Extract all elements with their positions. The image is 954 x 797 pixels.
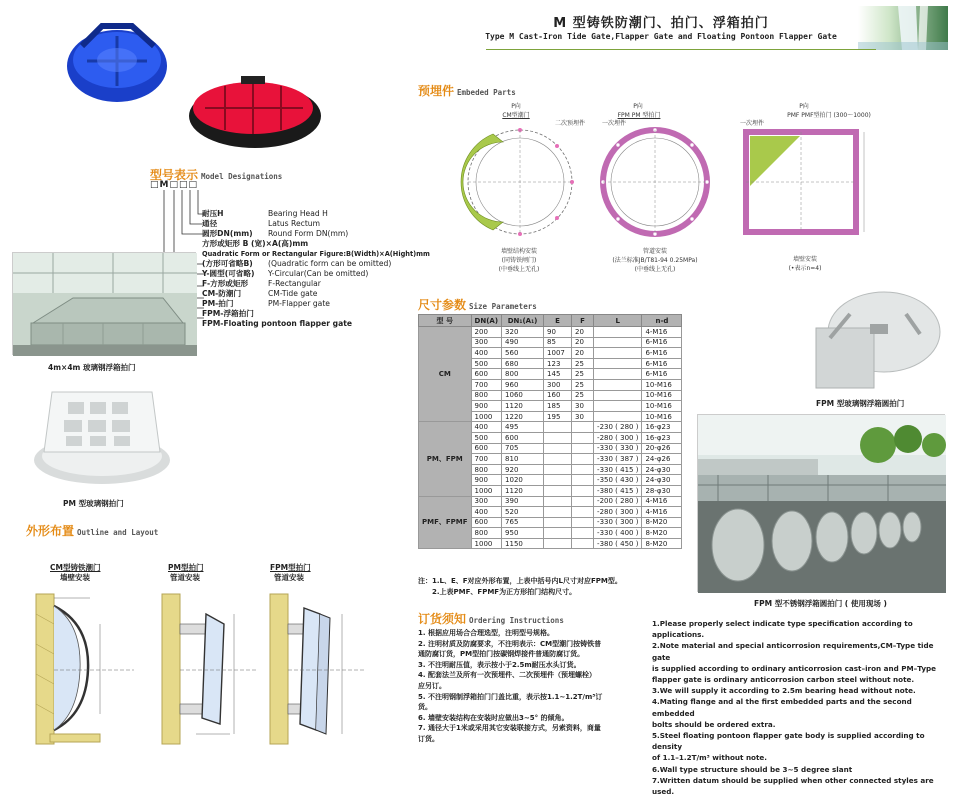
size-table-cell (572, 422, 594, 433)
size-table-cell (594, 390, 642, 401)
pm-gate-caption: PM 型玻璃钢拍门 (63, 499, 124, 508)
header-rule (486, 49, 876, 50)
embedded-d2-top2: FPM PM 型拍门 (617, 112, 661, 119)
ordering-heading (418, 608, 564, 627)
ordering-en-line: 6.Wall type structure should be 3~5 degree slant (652, 764, 853, 774)
size-table-cell (572, 485, 594, 496)
model-code: □M□□□ (150, 180, 198, 190)
ordering-cn-line: 应另订。 (418, 681, 446, 690)
size-table-cell: 920 (502, 464, 544, 475)
size-table-cell: 390 (502, 496, 544, 507)
model-item: 通径 Latus Rectum (202, 219, 321, 228)
ordering-cn-list (418, 628, 650, 745)
size-table-cell: 810 (502, 454, 544, 465)
header-waterfall-image (858, 6, 948, 50)
size-table-cell (544, 507, 572, 518)
size-table-cell: 1150 (502, 538, 544, 549)
size-table-cell: 185 (544, 401, 572, 412)
size-table-cell (544, 538, 572, 549)
size-table-cell: -330 ( 400 ) (594, 528, 642, 539)
size-table-cell: 28-φ30 (642, 485, 682, 496)
sizes-heading-en: Size Parameters (469, 302, 537, 311)
embedded-d3-top: P向 (799, 103, 809, 110)
size-table-row (419, 422, 682, 433)
size-table-cell: 705 (502, 443, 544, 454)
size-table-cell (544, 454, 572, 465)
ordering-cn-line: 5. 不注明钢制浮箱拍门门盖比重，表示按1.1~1.2T/m³订 (418, 692, 603, 701)
size-table-cell: 495 (502, 422, 544, 433)
floating-gate-4m-photo (12, 252, 196, 355)
size-group-label: PM、FPM (419, 422, 472, 496)
size-table-cell: 200 (471, 327, 502, 338)
ordering-cn-line: 4. 配套法兰及所有一次预埋件、二次预埋件（预埋螺栓） (418, 671, 596, 680)
outline-cm-sub: 墙壁安装 (60, 573, 90, 582)
embedded-d2-note: 一次埋件 (601, 120, 626, 127)
size-table-cell: -230 ( 280 ) (594, 422, 642, 433)
size-table-cell: 10-M16 (642, 401, 682, 412)
size-table-cell: 30 (572, 401, 594, 412)
size-table-cell: 10-M16 (642, 411, 682, 422)
embedded-d3-cap1: 墙壁安装 (792, 256, 817, 263)
ordering-cn-line: 货。 (418, 703, 432, 712)
outline-fpm-label: FPM型拍门 (270, 563, 311, 572)
size-table-cell: 1220 (502, 411, 544, 422)
embedded-d2-cap3: (中垂线上无孔) (634, 266, 676, 273)
ordering-cn-line: 2. 注明材质及防腐要求，不注明表示：CM型潮门按铸铁普 (418, 639, 602, 648)
size-table-cell: 400 (471, 507, 502, 518)
size-table-cell: 800 (471, 390, 502, 401)
size-table-cell (544, 432, 572, 443)
size-table-cell: 145 (544, 369, 572, 380)
size-table-cell (544, 475, 572, 486)
size-table-cell: 300 (544, 379, 572, 390)
size-table-cell: 600 (471, 369, 502, 380)
outline-pm-drawing (150, 584, 258, 754)
size-table-cell: 900 (471, 475, 502, 486)
size-table-cell (594, 327, 642, 338)
size-table-cell (544, 528, 572, 539)
size-table-cell: 4-M16 (642, 507, 682, 518)
ordering-en-line: flapper gate is ordinary anticorrosion carbon steel without note. (652, 675, 915, 685)
model-item: 耐压H Bearing Head H (202, 209, 328, 218)
embedded-d2-cap1: 管道安装 (642, 248, 667, 255)
ordering-cn-line: 7. 通径大于1米或采用其它安装联接方式，另索资料，商量 (418, 724, 601, 733)
ordering-cn-line: 3. 不注明耐压值，表示按小于2.5m耐压水头订货。 (418, 660, 581, 669)
size-table-cell: 765 (502, 517, 544, 528)
size-table-cell: 1007 (544, 348, 572, 359)
size-table-cell: 25 (572, 358, 594, 369)
size-col-header: n-d (642, 315, 682, 327)
size-table-cell: 6-M16 (642, 358, 682, 369)
size-table-cell (572, 528, 594, 539)
size-table-cell (544, 443, 572, 454)
size-table-wrap (418, 314, 682, 549)
ordering-en-line: bolts should be ordered extra. (652, 719, 776, 729)
size-table-cell: -330 ( 415 ) (594, 464, 642, 475)
size-col-header: L (594, 315, 642, 327)
page-header (466, 6, 948, 50)
size-table-cell: -350 ( 430 ) (594, 475, 642, 486)
ordering-en-line: is supplied according to ordinary anticorrosion cast–iron and PM–Type (652, 663, 937, 673)
size-table-cell: 900 (471, 401, 502, 412)
size-table-cell: 300 (471, 337, 502, 348)
size-table-cell: 490 (502, 337, 544, 348)
size-table-cell (572, 443, 594, 454)
floating-gate-4m-caption: 4m×4m 玻璃钢浮箱拍门 (48, 363, 136, 372)
blue-gate-image (62, 16, 172, 108)
size-table-cell (544, 517, 572, 528)
outline-cm-label: CM型铸铁潮门 (50, 563, 101, 572)
sizes-note-1: 注：1.L、E、F对应外形布置，上表中括号内L尺寸对应FPM型。 (418, 577, 622, 585)
size-table-cell: 25 (572, 390, 594, 401)
size-table-cell: -380 ( 415 ) (594, 485, 642, 496)
size-table-cell: 20-φ26 (642, 443, 682, 454)
size-group-label: PMF、FPMF (419, 496, 472, 549)
size-table-cell: 8-M20 (642, 517, 682, 528)
size-table-cell: 24-φ30 (642, 464, 682, 475)
ordering-en-line: 4.Mating flange and al the first embedded parts and the second embedded (652, 697, 912, 718)
size-table-cell (572, 432, 594, 443)
size-table (418, 314, 682, 549)
size-col-header: DN₁(A₁) (502, 315, 544, 327)
outline-fpm-drawing (258, 584, 366, 754)
ordering-en-line: 3.We will supply it according to 2.5m bearing head without note. (652, 686, 916, 696)
size-table-cell: 4-M16 (642, 496, 682, 507)
size-table-cell: 320 (502, 327, 544, 338)
size-table-cell: 25 (572, 369, 594, 380)
size-table-cell: 90 (544, 327, 572, 338)
size-col-header: 型 号 (419, 315, 472, 327)
fpm-round-gate-photo (810, 288, 944, 392)
size-table-cell: 960 (502, 379, 544, 390)
outline-pm-sub: 管道安装 (170, 573, 200, 582)
model-item: FPM-Floating pontoon flapper gate (202, 319, 352, 328)
embedded-d1-cap2: (同铸铁闸门) (501, 257, 537, 264)
size-table-cell (594, 379, 642, 390)
size-table-cell (594, 348, 642, 359)
ordering-heading-cn: 订货须知 (418, 612, 467, 626)
size-table-cell: 24-φ30 (642, 475, 682, 486)
embedded-pm-diagram (590, 122, 720, 242)
outline-fpm-sub: 管道安装 (274, 573, 304, 582)
ordering-en-list (652, 618, 950, 797)
fpm-round-gate-caption: FPM 型玻璃钢浮箱圆拍门 (816, 399, 905, 408)
size-table-cell: 520 (502, 507, 544, 518)
size-table-cell: 1000 (471, 538, 502, 549)
size-table-cell: 6-M16 (642, 348, 682, 359)
size-table-cell: 16-φ23 (642, 432, 682, 443)
size-table-cell (544, 496, 572, 507)
sizes-heading (418, 294, 537, 313)
size-table-cell (594, 401, 642, 412)
embedded-d3-cap2: (•表示n=4) (788, 265, 822, 272)
size-table-cell: 16-φ23 (642, 422, 682, 433)
size-table-cell (572, 475, 594, 486)
size-table-cell: 500 (471, 358, 502, 369)
embedded-pmf-diagram (740, 128, 870, 240)
page-title: M 型铸铁防潮门、拍门、浮箱拍门 (553, 16, 769, 31)
ordering-cn-line: 通防腐订货，PM型拍门按碳钢焊接件普通防腐订货。 (418, 650, 585, 659)
page-subtitle: Type M Cast-Iron Tide Gate,Flapper Gate and Floating Pontoon Flapper Gate (485, 32, 837, 41)
ordering-cn-line: 6. 墙壁安装结构在安装时应做出3~5° 的倾角。 (418, 713, 569, 722)
size-table-cell: 4-M16 (642, 327, 682, 338)
size-table-cell: 680 (502, 358, 544, 369)
size-table-cell: 700 (471, 454, 502, 465)
size-table-cell: 160 (544, 390, 572, 401)
size-table-cell (572, 507, 594, 518)
size-table-cell: -330 ( 330 ) (594, 443, 642, 454)
model-item: PM-拍门 PM-Flapper gate (202, 299, 330, 308)
size-table-cell: 600 (502, 432, 544, 443)
ordering-cn-line: 订货。 (418, 734, 439, 743)
embedded-d1-top: P向 (511, 103, 521, 110)
size-group-label: CM (419, 327, 472, 422)
size-col-header: DN(A) (471, 315, 502, 327)
model-item: (方形可省略B) (Quadratic form can be omitted) (202, 259, 392, 268)
size-table-cell: 1120 (502, 401, 544, 412)
embedded-cm-diagram (455, 122, 585, 242)
size-table-cell: 20 (572, 337, 594, 348)
size-table-cell: -380 ( 450 ) (594, 538, 642, 549)
size-table-cell: 600 (471, 443, 502, 454)
ordering-en-line: 7.Written datum should be supplied when other connected styles are used. (652, 775, 934, 797)
embedded-d1-cap3: (中垂线上无孔) (498, 266, 540, 273)
size-table-cell: 300 (471, 496, 502, 507)
size-table-cell: 25 (572, 379, 594, 390)
size-table-cell: -280 ( 300 ) (594, 432, 642, 443)
size-table-cell (594, 337, 642, 348)
fpm-site-photo (697, 414, 945, 592)
size-table-cell: 6-M16 (642, 337, 682, 348)
size-table-cell: 1000 (471, 485, 502, 496)
size-table-cell: 1020 (502, 475, 544, 486)
model-heading-cn: 型号表示 (150, 168, 199, 182)
size-table-cell: 10-M16 (642, 379, 682, 390)
size-table-row (419, 496, 682, 507)
size-table-cell: 560 (502, 348, 544, 359)
size-table-cell: -200 ( 280 ) (594, 496, 642, 507)
model-item: Quadratic Form or Rectangular Figure:B(Width)×A(Hight)mm (202, 250, 430, 258)
embedded-d2-cap2: (法兰标准JB/T81-94 0.25MPa) (612, 257, 698, 264)
model-list (202, 209, 432, 329)
size-table-cell: 24-φ26 (642, 454, 682, 465)
size-table-cell: -330 ( 387 ) (594, 454, 642, 465)
size-table-header (419, 315, 682, 327)
model-item: F-方形或矩形 F-Rectangular (202, 279, 321, 288)
ordering-en-line: 2.Note material and special anticorrosion requirements,CM–Type tide gate (652, 641, 934, 662)
size-table-cell: 800 (471, 464, 502, 475)
size-table-cell: 400 (471, 348, 502, 359)
size-table-cell (544, 485, 572, 496)
size-table-cell: 950 (502, 528, 544, 539)
outline-heading (26, 520, 158, 539)
size-table-cell: -330 ( 300 ) (594, 517, 642, 528)
size-table-cell: 85 (544, 337, 572, 348)
outline-pm-label: PM型拍门 (168, 563, 204, 572)
size-table-row (419, 327, 682, 338)
size-table-cell: -280 ( 300 ) (594, 507, 642, 518)
size-table-cell: 800 (471, 528, 502, 539)
size-table-body (419, 327, 682, 549)
sizes-note-2: 2.上表PMF、FPMF为正方形拍门结构尺寸。 (432, 588, 577, 596)
size-table-cell: 800 (502, 369, 544, 380)
embedded-heading-cn: 预埋件 (418, 84, 455, 98)
outline-heading-en: Outline and Layout (77, 528, 159, 537)
embedded-heading-en: Embeded Parts (457, 88, 516, 97)
model-heading-en: Model Designations (201, 172, 283, 181)
ordering-cn-line: 1. 根据应用场合合理选型，注明型号规格。 (418, 629, 554, 637)
size-table-cell: 6-M16 (642, 369, 682, 380)
size-table-cell: 20 (572, 348, 594, 359)
embedded-d2-top: P向 (633, 103, 643, 110)
size-table-cell: 8-M20 (642, 528, 682, 539)
size-table-cell (572, 496, 594, 507)
size-table-cell: 30 (572, 411, 594, 422)
size-table-cell: 10-M16 (642, 390, 682, 401)
size-table-cell (544, 464, 572, 475)
size-table-cell: 1000 (471, 411, 502, 422)
size-col-header: F (572, 315, 594, 327)
pm-gate-photo (30, 380, 174, 490)
embedded-d1-cap1: 墙壁结构安装 (500, 248, 537, 255)
red-gate-image (185, 72, 325, 150)
sizes-heading-cn: 尺寸参数 (418, 298, 467, 312)
ordering-en-line: 1.Please properly select indicate type specification according to applications. (652, 619, 913, 640)
embedded-d1-top2: CM型潮门 (502, 112, 530, 119)
size-table-cell: 123 (544, 358, 572, 369)
size-table-cell: 500 (471, 432, 502, 443)
size-table-cell: 400 (471, 422, 502, 433)
model-item: Y-圆型(可省略) Y-Circular(Can be omitted) (202, 269, 369, 278)
model-item: CM-防潮门 CM-Tide gate (202, 289, 318, 298)
embedded-d3-note: 一次埋件 (739, 120, 764, 127)
embedded-d1-note: 二次预埋件 (554, 120, 585, 127)
outline-cm-drawing (30, 584, 138, 754)
size-table-cell: 700 (471, 379, 502, 390)
embedded-heading (418, 80, 516, 99)
size-table-cell: 8-M20 (642, 538, 682, 549)
model-item: 方形或矩形 B (宽)×A(高)mm (202, 239, 309, 248)
fpm-site-caption: FPM 型不锈钢浮箱圆拍门 ( 使用现场 ) (754, 599, 887, 608)
size-table-cell: 1060 (502, 390, 544, 401)
size-table-cell: 20 (572, 327, 594, 338)
size-table-cell (572, 517, 594, 528)
size-table-cell (572, 454, 594, 465)
size-table-cell (594, 411, 642, 422)
ordering-en-line: 5.Steel floating pontoon flapper gate body is supplied according to density (652, 731, 925, 752)
size-table-cell (594, 369, 642, 380)
ordering-heading-en: Ordering Instructions (469, 616, 564, 625)
size-table-cell: 600 (471, 517, 502, 528)
size-table-cell (572, 538, 594, 549)
ordering-en-line: of 1.1–1.2T/m³ without note. (652, 753, 768, 763)
model-item: 圆形DN(mm) Round Form DN(mm) (202, 229, 349, 238)
size-table-cell (544, 422, 572, 433)
size-table-cell (594, 358, 642, 369)
size-table-cell: 1120 (502, 485, 544, 496)
size-table-cell (572, 464, 594, 475)
outline-heading-cn: 外形布置 (26, 524, 75, 538)
size-col-header: E (544, 315, 572, 327)
size-table-cell: 195 (544, 411, 572, 422)
embedded-d3-top2: PMF PMF型拍门 (300～1000) (787, 112, 871, 119)
model-item: FPM-浮箱拍门 (202, 309, 254, 318)
